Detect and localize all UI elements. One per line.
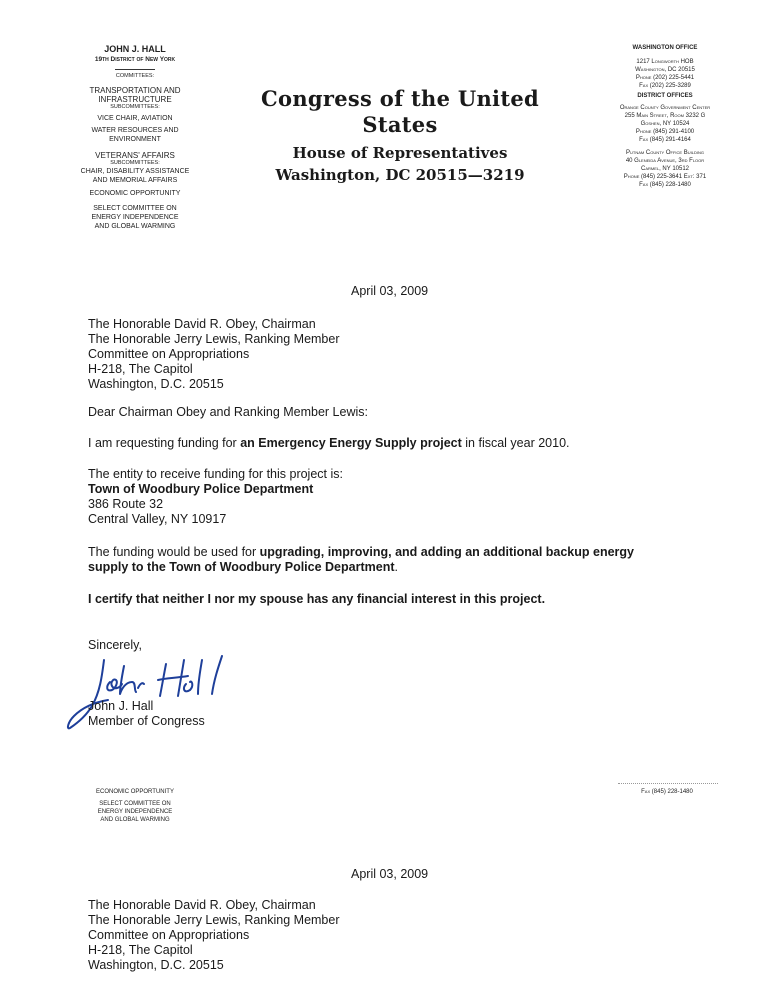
dup-committee-select-2: ENERGY INDEPENDENCE: [97, 809, 173, 815]
masthead-congress: Congress of the United States: [261, 86, 539, 137]
header-rule: [115, 69, 155, 70]
recipient-address: [88, 317, 340, 392]
entity-address-2: Central Valley, NY 10917: [88, 512, 227, 526]
recipient-line-1: The Honorable David R. Obey, Chairman: [88, 317, 316, 331]
district-office-1-phone: Phone (845) 291-4100: [635, 129, 695, 135]
closing: Sincerely,: [88, 638, 142, 652]
dup-recipient-line-5: Washington, D.C. 20515: [88, 958, 224, 972]
dup-recipient-line-4: H-218, The Capitol: [88, 943, 193, 957]
funding-paragraph: [88, 545, 728, 575]
letter-date: April 03, 2009: [351, 284, 429, 298]
entity-name: Town of Woodbury Police Department: [88, 482, 314, 496]
dup-committee-select-3: AND GLOBAL WARMING: [100, 817, 170, 823]
request-project: an Emergency Energy Supply project: [240, 436, 462, 450]
district-office-1-fax: Fax (845) 291-4164: [639, 137, 691, 143]
district-office-2-phone: Phone (845) 225-3641 Ext: 371: [623, 174, 707, 180]
recipient-line-5: Washington, D.C. 20515: [88, 377, 224, 391]
district-office-1-line-1: Orange County Government Center: [619, 105, 711, 111]
district-office-2-fax: Fax (845) 228-1480: [639, 182, 691, 188]
member-name: JOHN J. HALL: [104, 44, 166, 54]
district-office-1-line-3: Goshen, NY 10524: [640, 121, 690, 127]
signer-name: John J. Hall: [88, 699, 154, 713]
salutation: Dear Chairman Obey and Ranking Member Lewis:: [88, 405, 368, 419]
committee-3c: AND GLOBAL WARMING: [94, 223, 176, 230]
masthead: [230, 86, 570, 186]
funding-purpose-2: supply to the Town of Woodbury Police Department: [88, 560, 395, 574]
district-office-2-line-3: Carmel, NY 10512: [640, 166, 690, 172]
dup-right-fax: Fax (845) 228-1480: [641, 789, 693, 795]
dup-recipient-line-1: The Honorable David R. Obey, Chairman: [88, 898, 316, 912]
district-office-2-line-2: 40 Gleneida Avenue, 3rd Floor: [625, 158, 705, 164]
certification: I certify that neither I nor my spouse has any financial interest in this project.: [88, 592, 546, 606]
washington-office-line-1: 1217 Longworth HOB: [636, 59, 694, 65]
entity-block: [88, 467, 343, 527]
washington-office-label: WASHINGTON OFFICE: [632, 45, 698, 51]
recipient-line-3: Committee on Appropriations: [88, 347, 250, 361]
request-text-c: in fiscal year 2010.: [461, 436, 570, 450]
dup-recipient-address: [88, 898, 340, 973]
committee-2-sub-1: CHAIR, DISABILITY ASSISTANCE: [80, 168, 190, 175]
committee-1-sub-2b: ENVIRONMENT: [109, 136, 161, 143]
committee-3: SELECT COMMITTEE ON: [93, 205, 177, 212]
funding-text-d: .: [394, 560, 398, 574]
recipient-line-2: The Honorable Jerry Lewis, Ranking Member: [88, 332, 340, 346]
dup-letter-date: April 03, 2009: [351, 867, 429, 881]
funding-purpose-1: upgrading, improving, and adding an additional backup energy: [259, 545, 634, 559]
district-office-1-line-2: 255 Main Street, Room 3232 G: [624, 113, 706, 119]
committee-3b: ENERGY INDEPENDENCE: [91, 214, 179, 221]
funding-text-a: The funding would be used for: [88, 545, 260, 559]
washington-office-fax: Fax (202) 225-3289: [639, 83, 691, 89]
dup-faint-line: [618, 783, 718, 785]
member-district: 19th District of New York: [94, 56, 176, 63]
masthead-house: House of Representatives: [292, 144, 508, 162]
committee-2-sub-2: ECONOMIC OPPORTUNITY: [89, 190, 181, 197]
committee-2: VETERANS' AFFAIRS: [95, 151, 175, 160]
washington-office-line-2: Washington, DC 20515: [635, 67, 695, 73]
left-header: [70, 44, 200, 231]
dup-committee-select-1: SELECT COMMITTEE ON: [99, 801, 171, 807]
request-paragraph: [88, 436, 570, 451]
district-office-2-line-1: Putnam County Office Building: [625, 150, 704, 156]
recipient-line-4: H-218, The Capitol: [88, 362, 193, 376]
request-text-a: I am requesting funding for: [88, 436, 241, 450]
committee-1b: INFRASTRUCTURE: [98, 95, 172, 104]
washington-office-phone: Phone (202) 225-5441: [635, 75, 695, 81]
committees-label: COMMITTEES:: [115, 73, 155, 79]
committee-2-sub-1b: AND MEMORIAL AFFAIRS: [92, 177, 178, 184]
signer-title: Member of Congress: [88, 714, 205, 728]
committee-1-sub-label: SUBCOMMITTEES:: [110, 104, 160, 110]
committee-1: TRANSPORTATION AND: [89, 86, 181, 95]
duplicate-left-header: [70, 788, 200, 824]
district-offices-label: DISTRICT OFFICES: [637, 93, 693, 99]
masthead-address: Washington, DC 20515—3219: [275, 166, 525, 184]
committee-1-sub-1: VICE CHAIR, AVIATION: [97, 115, 173, 122]
right-header: [590, 44, 740, 189]
committee-2-sub-label: SUBCOMMITTEES:: [110, 160, 160, 166]
dup-recipient-line-3: Committee on Appropriations: [88, 928, 250, 942]
dup-committee-economic: ECONOMIC OPPORTUNITY: [96, 789, 174, 795]
committee-1-sub-2: WATER RESOURCES AND: [91, 127, 179, 134]
entity-address-1: 386 Route 32: [88, 497, 164, 511]
signer-block: [88, 699, 205, 729]
entity-intro: The entity to receive funding for this project is:: [88, 467, 343, 481]
dup-recipient-line-2: The Honorable Jerry Lewis, Ranking Member: [88, 913, 340, 927]
